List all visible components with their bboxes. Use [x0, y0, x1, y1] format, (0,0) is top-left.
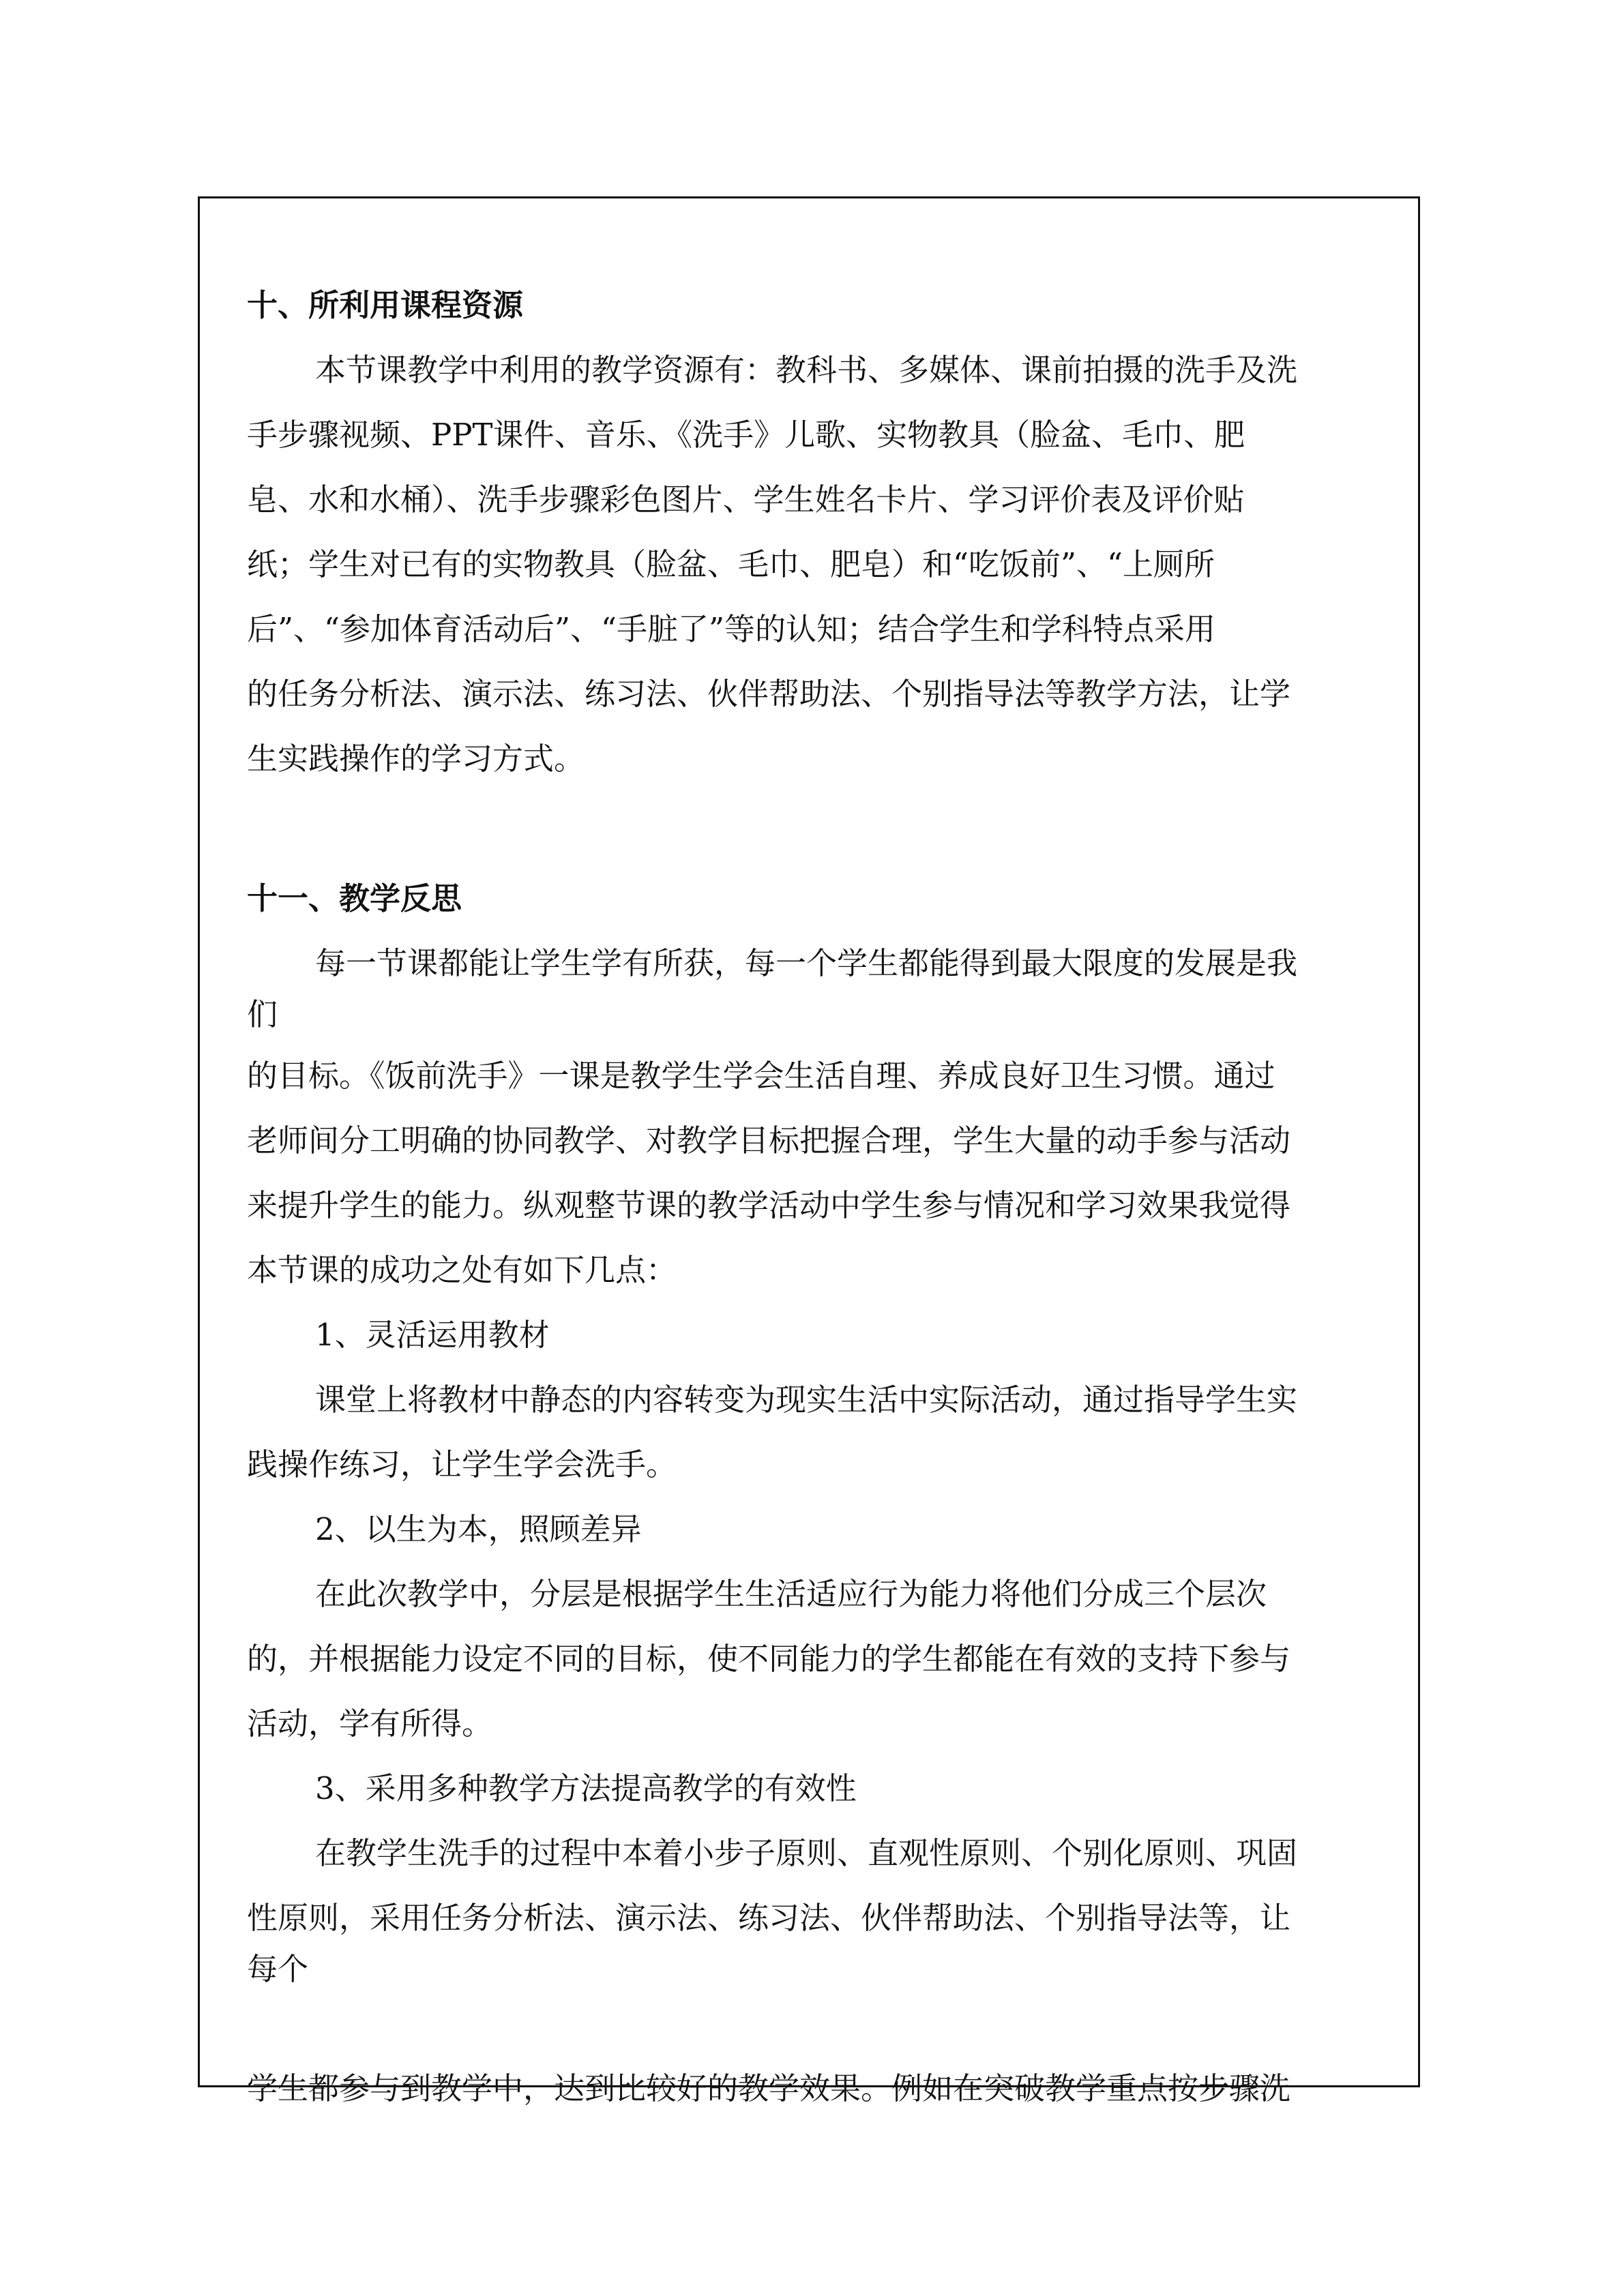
paragraph-line: 每个 [247, 1951, 309, 1987]
paragraph-line: 践操作练习，让学生学会洗手。 [247, 1446, 677, 1482]
paragraph-line: 的任务分析法、演示法、练习法、伙伴帮助法、个别指导法等教学方法，让学 [247, 676, 1291, 712]
paragraph-line: 在教学生洗手的过程中本着小步子原则、直观性原则、个别化原则、巩固 [315, 1835, 1298, 1871]
list-item-heading: 2、以生为本，照顾差异 [315, 1511, 642, 1547]
paragraph-line: 手步骤视频、PPT课件、音乐、《洗手》儿歌、实物教具（脸盆、毛巾、肥 [247, 417, 1245, 453]
paragraph-line: 的目标。《饭前洗手》一课是教学生学会生活自理、养成良好卫生习惯。通过 [247, 1058, 1275, 1094]
paragraph-line: 皂、水和水桶）、洗手步骤彩色图片、学生姓名卡片、学习评价表及评价贴 [247, 481, 1245, 518]
paragraph-line: 在此次教学中，分层是根据学生生活适应行为能力将他们分成三个层次 [315, 1576, 1267, 1612]
paragraph-line: 活动，学有所得。 [247, 1705, 493, 1742]
list-item-heading: 3、采用多种教学方法提高教学的有效性 [315, 1770, 857, 1806]
paragraph-line: 本节课的成功之处有如下几点： [247, 1252, 677, 1288]
section-heading-resources: 十、所利用课程资源 [247, 287, 524, 323]
paragraph-line: 的，并根据能力设定不同的目标，使不同能力的学生都能在有效的支持下参与 [247, 1641, 1291, 1677]
paragraph-line: 学生都参与到教学中，达到比较好的教学效果。例如在突破教学重点按步骤洗 [247, 2070, 1291, 2106]
paragraph-line: 性原则，采用任务分析法、演示法、练习法、伙伴帮助法、个别指导法等，让 [247, 1900, 1291, 1936]
paragraph-line: 生实践操作的学习方式。 [247, 741, 585, 777]
paragraph-line: 纸；学生对已有的实物教具（脸盆、毛巾、肥皂）和“吃饭前”、“上厕所 [247, 546, 1215, 582]
paragraph-line: 每一节课都能让学生学有所获，每一个学生都能得到最大限度的发展是我 [315, 945, 1298, 981]
paragraph-line: 后”、“参加体育活动后”、“手脏了”等的认知；结合学生和学科特点采用 [247, 611, 1216, 647]
paragraph-line: 课堂上将教材中静态的内容转变为现实生活中实际活动，通过指导学生实 [315, 1382, 1298, 1418]
paragraph-line: 来提升学生的能力。纵观整节课的教学活动中学生参与情况和学习效果我觉得 [247, 1187, 1291, 1223]
paragraph-line: 们 [247, 996, 278, 1032]
section-heading-reflection: 十一、教学反思 [247, 880, 462, 916]
list-item-heading: 1、灵活运用教材 [315, 1317, 550, 1353]
paragraph-line: 本节课教学中利用的教学资源有：教科书、多媒体、课前拍摄的洗手及洗 [315, 352, 1298, 388]
paragraph-line: 老师间分工明确的协同教学、对教学目标把握合理，学生大量的动手参与活动 [247, 1122, 1291, 1159]
